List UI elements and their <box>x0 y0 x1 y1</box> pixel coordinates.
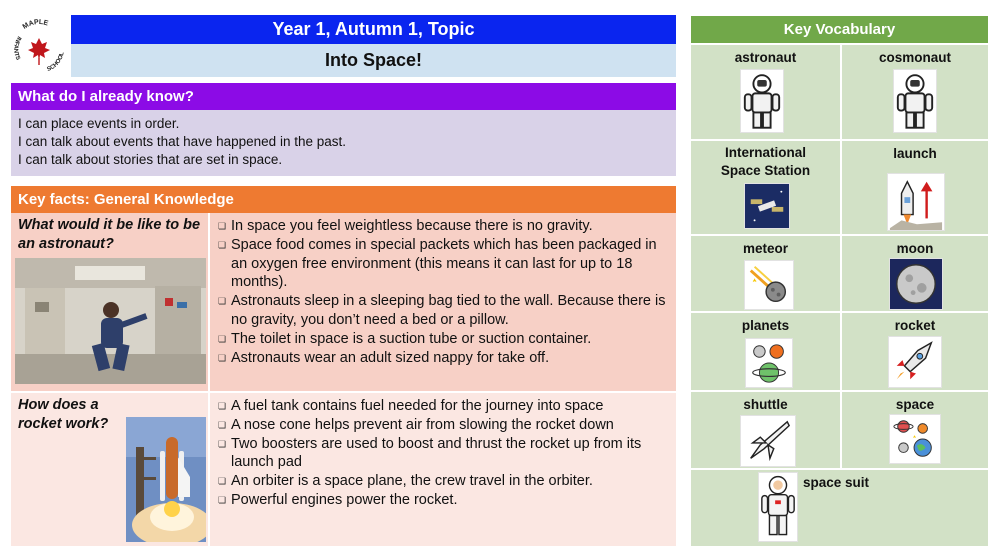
space-suit-icon <box>758 472 798 542</box>
fact-item: ❏ A fuel tank contains fuel needed for the journey into space <box>218 397 668 416</box>
logo-right-text: SCHOOL <box>46 51 66 74</box>
vocab-word: rocket <box>894 318 936 333</box>
rocket-launch-icon <box>887 173 945 231</box>
rocket-facts-list <box>210 393 676 510</box>
shuttle-icon <box>740 415 796 467</box>
rocket-question: How does a rocket work? <box>18 397 109 432</box>
moon-icon <box>889 258 943 310</box>
already-know-box <box>11 110 676 176</box>
fact-item: ❏ Astronauts sleep in a sleeping bag tied to the wall. Because there is no gravity, you don’t need a bed or a pillow. <box>218 292 668 330</box>
rocket-icon <box>888 336 942 388</box>
rocket-facts-cell <box>210 393 676 546</box>
fact-item: ❏ Two boosters are used to boost and thrust the rocket up from its launch pad <box>218 435 668 473</box>
vocab-launch <box>842 141 988 234</box>
vocab-space-station <box>691 141 840 234</box>
vocab-astronaut <box>691 45 840 139</box>
meteor-icon <box>744 260 794 310</box>
key-vocabulary-heading: Key Vocabulary <box>691 16 988 43</box>
vocab-cosmonaut <box>842 45 988 139</box>
vocab-word: space <box>895 397 935 412</box>
svg-text:MAPLE <box>22 19 50 31</box>
vocab-rocket <box>842 313 988 390</box>
rocket-question-cell <box>11 393 208 546</box>
rocket-launch-photo <box>126 417 206 542</box>
vocab-word: launch <box>893 146 937 161</box>
vocab-word: meteor <box>742 241 788 256</box>
page-subtitle: Into Space! <box>71 44 676 77</box>
fact-item: ❏ Powerful engines power the rocket. <box>218 491 668 510</box>
vocab-word: shuttle <box>743 397 788 412</box>
key-facts-heading: Key facts: General Knowledge <box>11 186 676 213</box>
already-know-line: I can talk about stories that are set in space. <box>18 152 283 167</box>
vocab-word: astronaut <box>734 50 797 65</box>
astronaut-question-cell <box>11 213 208 391</box>
logo-left-text: INFANTS <box>12 34 22 62</box>
planets-icon <box>745 338 793 388</box>
fact-item: ❏ The toilet in space is a suction tube or suction container. <box>218 330 668 349</box>
astronaut-icon <box>740 69 784 133</box>
vocab-word: moon <box>896 241 934 256</box>
vocab-word: International Space Station <box>720 145 811 178</box>
vocab-moon <box>842 236 988 311</box>
space-icon <box>889 414 941 464</box>
space-station-interior-photo <box>15 258 206 384</box>
already-know-heading: What do I already know? <box>11 83 676 110</box>
space-station-icon <box>744 183 790 229</box>
fact-item: ❏ In space you feel weightless because there is no gravity. <box>218 217 668 236</box>
astronaut-facts-cell <box>210 213 676 391</box>
page-title: Year 1, Autumn 1, Topic <box>71 15 676 44</box>
vocab-meteor <box>691 236 840 311</box>
vocab-word: space suit <box>803 475 870 490</box>
fact-item: ❏ Space food comes in special packets which has been packaged in an oxygen free environment (this means it can last for up to 18 months). <box>218 236 668 292</box>
fact-item: ❏ An orbiter is a space plane, the crew travel in the orbiter. <box>218 472 668 491</box>
vocab-word: planets <box>741 318 790 333</box>
svg-text:SCHOOL <box>46 51 65 73</box>
vocab-space-suit <box>691 470 988 546</box>
vocab-space <box>842 392 988 468</box>
fact-item: ❏ A nose cone helps prevent air from slowing the rocket down <box>218 416 668 435</box>
cosmonaut-icon <box>893 69 937 133</box>
already-know-line: I can place events in order. <box>18 116 180 131</box>
vocab-word: cosmonaut <box>878 50 951 65</box>
vocab-planets <box>691 313 840 390</box>
fact-item: ❏ Astronauts wear an adult sized nappy for take off. <box>218 349 668 368</box>
school-logo <box>8 14 70 80</box>
astronaut-question: What would it be like to be an astronaut? <box>18 217 201 252</box>
vocab-shuttle <box>691 392 840 468</box>
astronaut-facts-list <box>210 213 676 367</box>
svg-text:INFANTS <box>12 35 22 61</box>
already-know-line: I can talk about events that have happened in the past. <box>18 134 346 149</box>
logo-top-text: MAPLE <box>21 18 49 31</box>
